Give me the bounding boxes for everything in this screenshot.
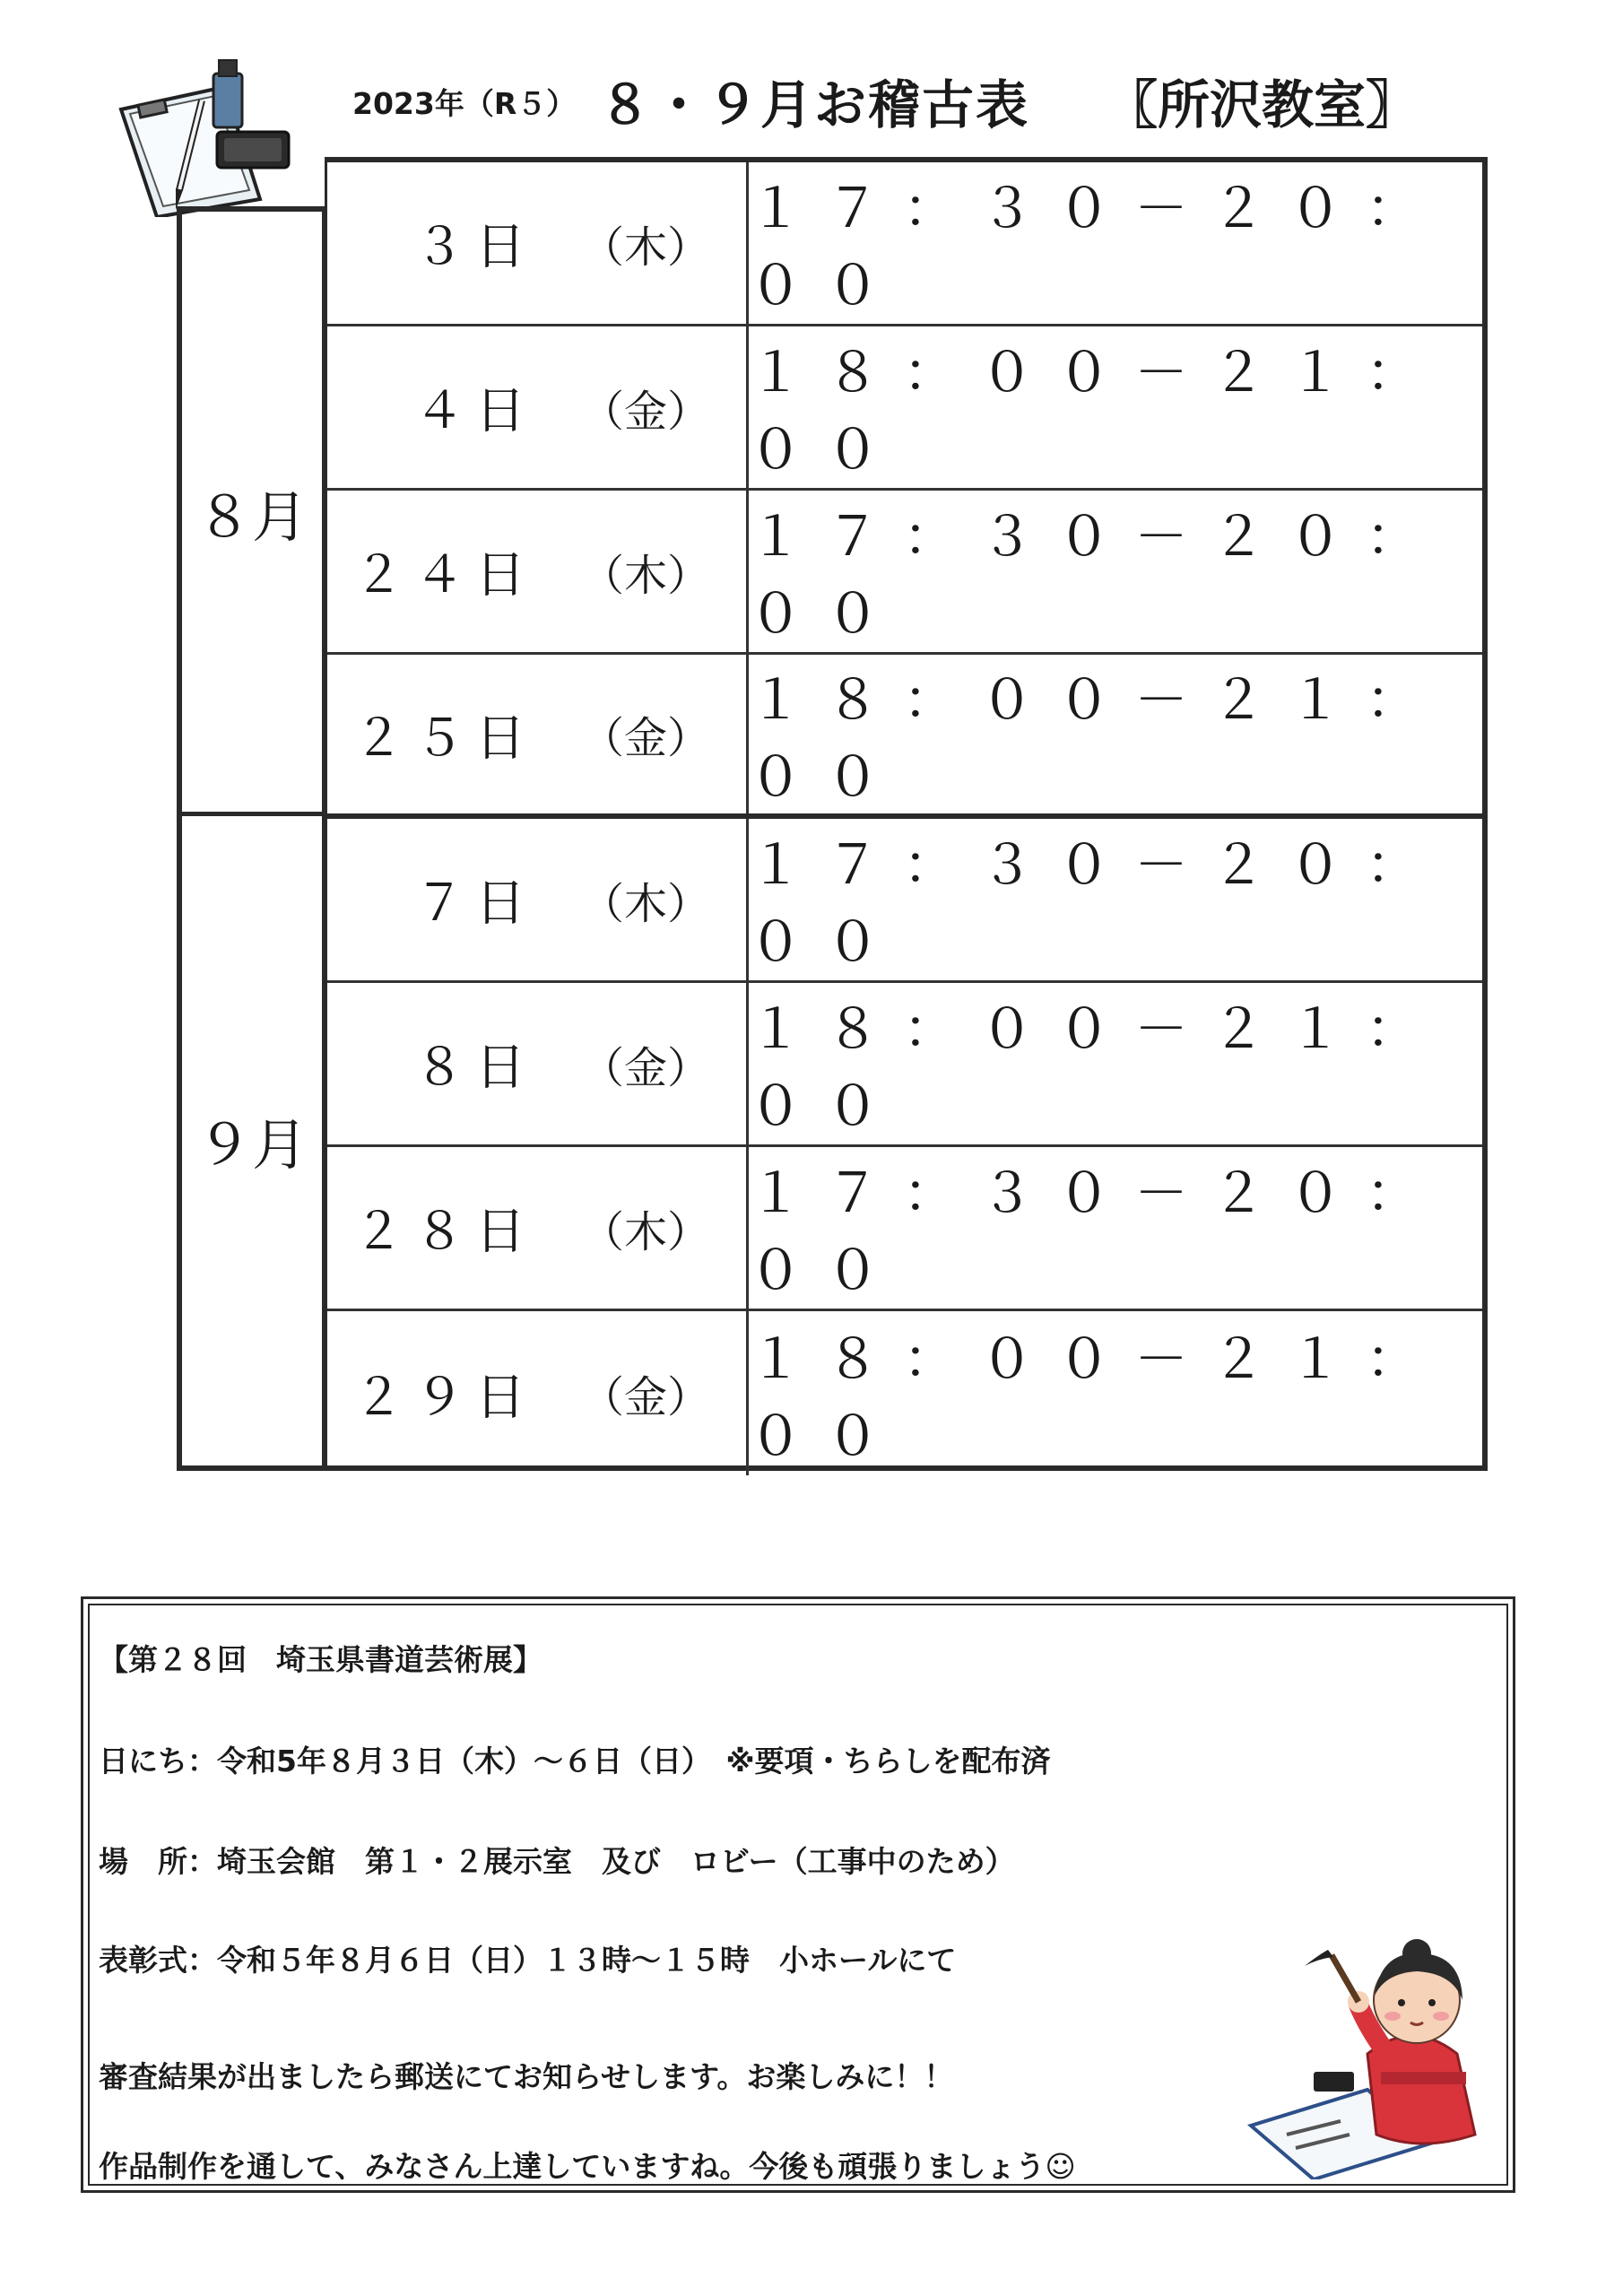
table-row — [327, 326, 1482, 491]
date-cell — [327, 1311, 749, 1475]
weekday-text: （木） — [580, 1206, 710, 1257]
time-cell: １７：３０－２０：００ — [749, 834, 1443, 974]
schedule-table — [325, 157, 1488, 1471]
date-cell — [327, 983, 749, 1144]
month-label-august: ８月 — [177, 206, 325, 816]
table-row — [327, 819, 1482, 983]
time-cell: １８：００－２１：００ — [749, 1327, 1443, 1468]
weekday-text: （木） — [580, 222, 710, 273]
time-cell: １８：００－２１：００ — [749, 342, 1443, 482]
title-year: 2023年（R５） — [352, 86, 577, 121]
table-row — [327, 162, 1482, 326]
weekday-text: （金） — [580, 713, 710, 763]
time-cell: １８：００－２１：００ — [749, 998, 1443, 1138]
notice-results: 審査結果が出ましたら郵送にてお知らせします。お楽しみに！！ — [99, 2059, 954, 2094]
calligraphy-girl-illustration — [1233, 1919, 1493, 2179]
date-cell — [327, 162, 749, 324]
day-text: ３日 — [413, 218, 536, 276]
time-cell: １８：００－２１：００ — [749, 668, 1443, 809]
time-cell: １７：３０－２０：００ — [749, 178, 1443, 317]
date-cell — [327, 491, 749, 652]
table-row — [327, 491, 1482, 655]
page-title: ８・９月お稽古表 — [599, 74, 1030, 135]
weekday-text: （金） — [580, 1042, 710, 1093]
day-text: ８日 — [413, 1039, 536, 1097]
day-text: ７日 — [413, 874, 536, 933]
weekday-text: （木） — [580, 878, 710, 929]
day-text: ４日 — [413, 382, 536, 440]
notice-ceremony: 表彰式：令和５年８月６日（日）１３時～１５時 小ホールにて — [99, 1943, 957, 1978]
weekday-text: （金） — [580, 386, 710, 437]
stationery-icon — [117, 56, 300, 217]
classroom-name: 〖所沢教室〗 — [1106, 74, 1419, 135]
date-cell — [327, 819, 749, 980]
weekday-text: （木） — [580, 550, 710, 601]
time-cell: １７：３０－２０：００ — [749, 506, 1443, 646]
day-text: ２８日 — [352, 1203, 536, 1261]
notice-place: 場 所：埼玉会館 第１・２展示室 及び ロビー（工事中のため） — [99, 1844, 1015, 1879]
day-text: ２９日 — [352, 1368, 536, 1427]
date-cell — [327, 655, 749, 813]
month-label-september: ９月 — [177, 812, 325, 1471]
date-cell — [327, 326, 749, 488]
notice-closing: 作品制作を通して、みなさん上達していますね。今後も頑張りましょう☺ — [99, 2149, 1076, 2184]
notice-dates: 日にち：令和5年８月３日（木）～６日（日） ※要項・ちらしを配布済 — [99, 1744, 1051, 1779]
table-row — [327, 655, 1482, 819]
table-row — [327, 1311, 1482, 1475]
day-text: ２５日 — [352, 709, 536, 768]
time-cell: １７：３０－２０：００ — [749, 1162, 1443, 1302]
weekday-text: （金） — [580, 1372, 710, 1422]
table-row — [327, 983, 1482, 1147]
date-cell — [327, 1147, 749, 1309]
notice-heading: 【第２８回 埼玉県書道芸術展】 — [99, 1642, 542, 1677]
day-text: ２４日 — [352, 546, 536, 604]
table-row — [327, 1147, 1482, 1311]
